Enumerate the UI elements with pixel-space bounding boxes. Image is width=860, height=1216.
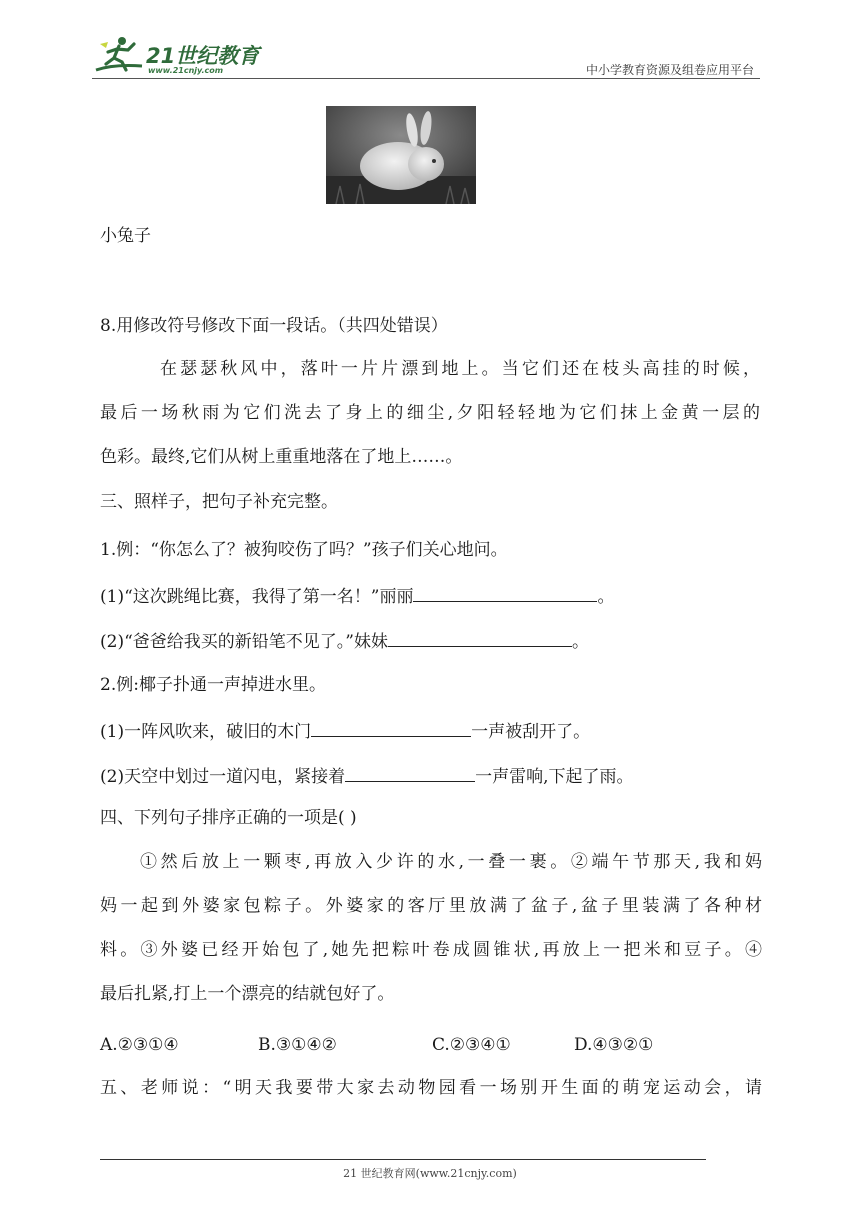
q8-paragraph-line: 色彩。最终,它们从树上重重地落在了地上……。 [100,447,463,467]
exercise-text: (1)一阵风吹来，破旧的木门 [100,722,312,742]
section-4-title: 四、下列句子排序正确的一项是( ) [100,808,357,828]
example-2: 2.例:椰子扑通一声掉进水里。 [100,675,326,695]
option-d[interactable]: D.④③②① [574,1035,654,1055]
answer-blank[interactable] [311,718,471,737]
footer-divider [100,1159,706,1160]
logo-url: www.21cnjy.com [148,66,224,75]
platform-name: 中小学教育资源及组卷应用平台 [585,63,754,77]
section-4-paragraph-line: 最后扎紧,打上一个漂亮的结就包好了。 [100,984,395,1004]
answer-blank[interactable] [345,763,475,782]
rabbit-photo [326,106,476,204]
rabbit-image [326,106,476,204]
exercise-2-2 [100,763,634,789]
image-caption: 小兔子 [100,226,151,246]
logo-text: 21世纪教育 [146,44,260,68]
exercise-1-2 [100,628,589,654]
q8-paragraph-line: 最后一场秋雨为它们洗去了身上的细尘,夕阳轻轻地为它们抹上金黄一层的 [100,403,760,423]
exercise-text: (1)“这次跳绳比赛，我得了第一名！”丽丽 [100,587,414,607]
section-3-title: 三、照样子，把句子补充完整。 [100,492,338,512]
answer-blank[interactable] [388,628,572,647]
q8-paragraph-line: 在瑟瑟秋风中，落叶一片片漂到地上。当它们还在枝头高挂的时候， [160,359,760,379]
exercise-text: (2)“爸爸给我买的新铅笔不见了。”妹妹 [100,632,388,652]
exercise-text: (2)天空中划过一道闪电，紧接着 [100,767,346,787]
footer-text[interactable]: 21 世纪教育网(www.21cnjy.com) [343,1167,517,1180]
option-b[interactable]: B.③①④② [258,1035,337,1055]
answer-blank[interactable] [413,583,597,602]
example-1: 1.例：“你怎么了？被狗咬伤了吗？”孩子们关心地问。 [100,540,508,560]
exercise-text: 一声雷响,下起了雨。 [475,767,634,787]
runner-logo-icon [92,34,148,76]
section-4-paragraph-line: 料。③外婆已经开始包了,她先把粽叶卷成圆锥状,再放上一把米和豆子。④ [100,940,762,960]
option-c[interactable]: C.②③④① [432,1035,511,1055]
option-a[interactable]: A.②③①④ [100,1035,179,1055]
exercise-text: 。 [597,587,615,607]
exercise-text: 。 [571,632,589,652]
section-4-paragraph-line: 妈一起到外婆家包粽子。外婆家的客厅里放满了盆子,盆子里装满了各种材 [100,896,762,916]
question-8-title: 8.用修改符号修改下面一段话。（共四处错误） [100,316,448,336]
section-5-line: 五、老师说：“明天我要带大家去动物园看一场别开生面的萌宠运动会，请 [100,1078,762,1098]
site-logo[interactable] [92,30,262,76]
exercise-1-1 [100,583,614,609]
section-4-paragraph-line: ①然后放上一颗枣,再放入少许的水,一叠一裹。②端午节那天,我和妈 [140,852,762,872]
exercise-2-1 [100,718,590,744]
header-divider [92,78,760,79]
page-header [92,30,760,82]
exercise-text: 一声被刮开了。 [471,722,591,742]
